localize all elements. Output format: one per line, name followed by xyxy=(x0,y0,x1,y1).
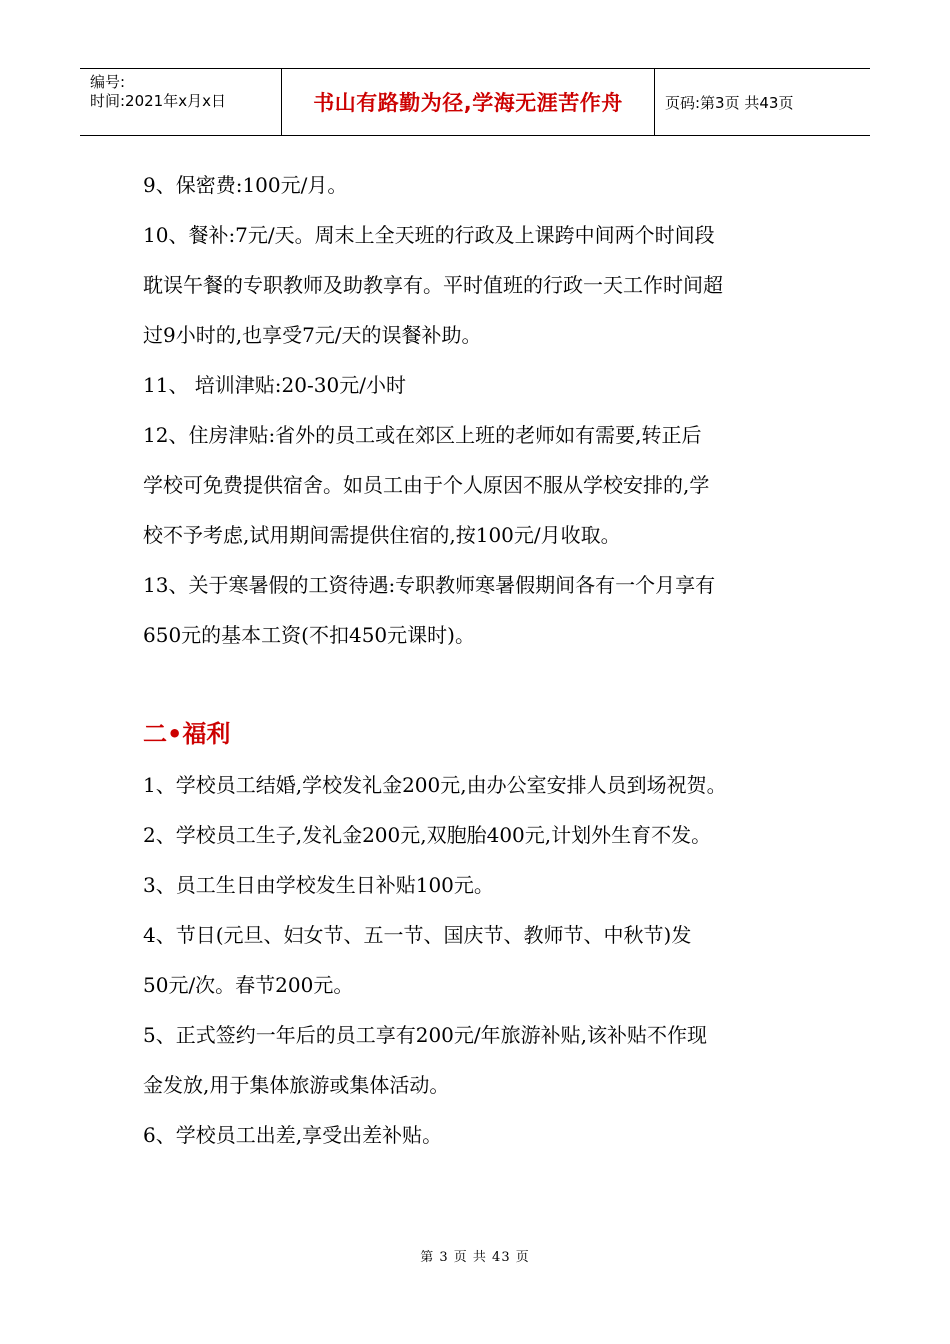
body-line: 学校可免费提供宿舍。如员工由于个人原因不服从学校安排的,学 xyxy=(143,473,710,497)
header-page-info: 页码:第3页 共43页 xyxy=(665,93,794,112)
body-line: 3、员工生日由学校发生日补贴100元。 xyxy=(143,873,494,897)
body-line: 校不予考虑,试用期间需提供住宿的,按100元/月收取。 xyxy=(143,523,621,547)
section-heading-welfare: 二•福利 xyxy=(143,720,231,748)
body-line: 10、餐补:7元/天。周末上全天班的行政及上课跨中间两个时间段 xyxy=(143,223,715,247)
body-line: 过9小时的,也享受7元/天的误餐补助。 xyxy=(143,323,482,347)
document-header xyxy=(80,68,870,136)
body-line: 1、学校员工结婚,学校发礼金200元,由办公室安排人员到场祝贺。 xyxy=(143,773,727,797)
date-label: 时间:2021年x月x日 xyxy=(90,92,226,110)
body-line: 50元/次。春节200元。 xyxy=(143,973,354,997)
body-line: 2、学校员工生子,发礼金200元,双胞胎400元,计划外生育不发。 xyxy=(143,823,712,847)
body-line: 11、 培训津贴:20-30元/小时 xyxy=(143,373,406,397)
document-body xyxy=(143,160,823,1160)
header-meta xyxy=(80,69,282,135)
body-line: 耽误午餐的专职教师及助教享有。平时值班的行政一天工作时间超 xyxy=(143,273,723,297)
body-line: 12、住房津贴:省外的员工或在郊区上班的老师如有需要,转正后 xyxy=(143,423,702,447)
body-line: 4、节日(元旦、妇女节、五一节、国庆节、教师节、中秋节)发 xyxy=(143,923,692,947)
header-motto: 书山有路勤为径,学海无涯苦作舟 xyxy=(282,69,655,135)
body-line: 6、学校员工出差,享受出差补贴。 xyxy=(143,1123,443,1147)
body-line: 650元的基本工资(不扣450元课时)。 xyxy=(143,623,475,647)
serial-number-label: 编号: xyxy=(90,73,126,91)
body-line: 5、正式签约一年后的员工享有200元/年旅游补贴,该补贴不作现 xyxy=(143,1023,707,1047)
section-spacer xyxy=(143,660,823,708)
body-line: 金发放,用于集体旅游或集体活动。 xyxy=(143,1073,450,1097)
page-footer: 第 3 页 共 43 页 xyxy=(420,1250,530,1265)
body-line: 13、关于寒暑假的工资待遇:专职教师寒暑假期间各有一个月享有 xyxy=(143,573,716,597)
body-line: 9、保密费:100元/月。 xyxy=(143,173,348,197)
